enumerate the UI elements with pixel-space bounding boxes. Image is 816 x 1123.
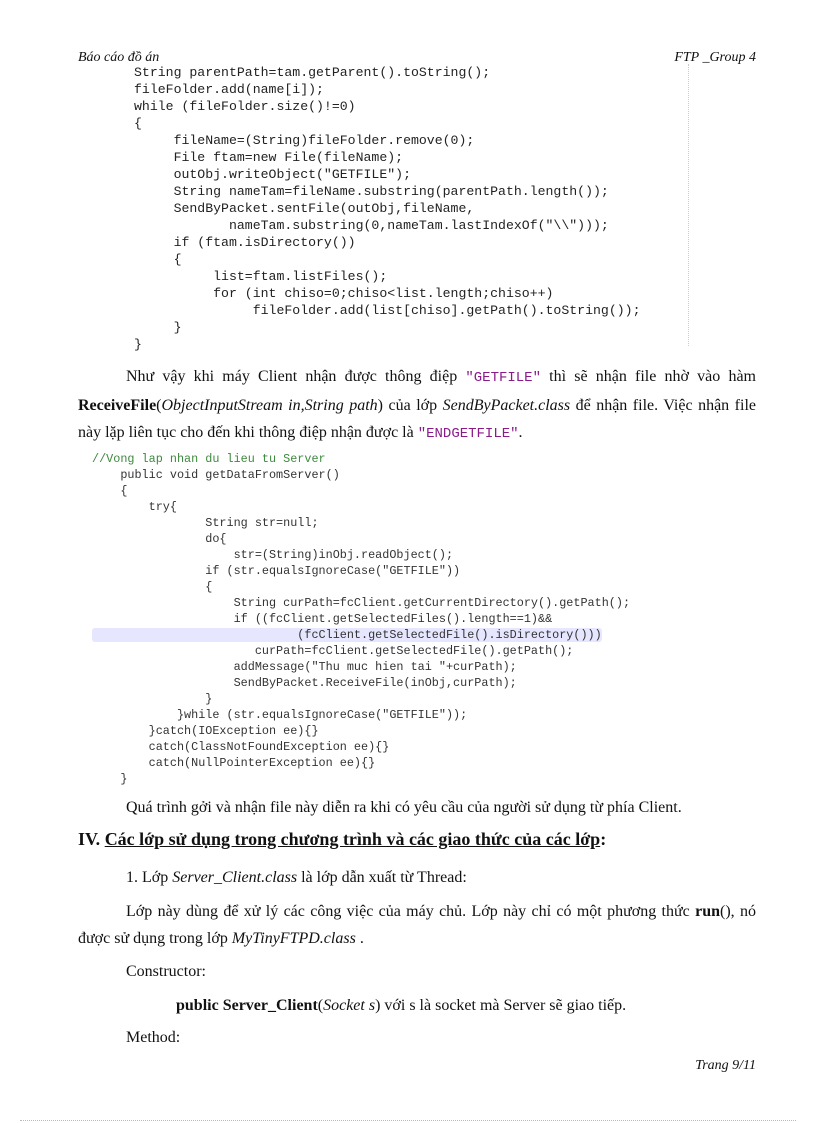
code-line: while (fileFolder.size()!=0) — [134, 99, 356, 114]
page-number: Trang 9/11 — [695, 1058, 756, 1073]
code-line: public void getDataFromServer() — [92, 468, 340, 482]
paragraph-constructor-label: Constructor: — [126, 963, 206, 980]
paragraph-method-label: Method: — [126, 1029, 181, 1046]
code-line: } — [92, 772, 128, 786]
page-bottom-rule — [20, 1120, 796, 1121]
code-line: catch(ClassNotFoundException ee){} — [92, 740, 390, 754]
paragraph-class-description: Lớp này dùng để xử lý các công việc của máy chủ. Lớp này chỉ có một phương thức run(), nó được sử dụng trong lớp MyTinyFTPD.class . — [78, 903, 757, 947]
paragraph-transfer-note: Quá trình gởi và nhận file này diễn ra khi có yêu cầu của người sử dụng từ phía Client. — [126, 799, 682, 816]
code-line: curPath=fcClient.getSelectedFile().getPath(); — [92, 644, 574, 658]
section-number: IV. — [78, 829, 101, 849]
code-line: outObj.writeObject("GETFILE"); — [134, 167, 411, 182]
code-line: { — [92, 580, 213, 594]
code-line: SendByPacket.ReceiveFile(inObj,curPath); — [92, 676, 517, 690]
code-line: if (ftam.isDirectory()) — [134, 235, 356, 250]
code-line: for (int chiso=0;chiso<list.length;chiso++) — [134, 286, 554, 301]
code-line: nameTam.substring(0,nameTam.lastIndexOf("\\"))); — [134, 218, 609, 233]
code-comment: //Vong lap nhan du lieu tu Server — [92, 452, 326, 466]
section-heading: IV. Các lớp sử dụng trong chương trình và các giao thức của các lớp: — [78, 829, 607, 849]
page-header-left: Báo cáo đồ án — [78, 50, 160, 65]
code-block-2 — [92, 451, 630, 787]
code-line: fileFolder.add(name[i]); — [134, 82, 324, 97]
code-line: } — [134, 320, 182, 335]
code-line: SendByPacket.sentFile(outObj,fileName, — [134, 201, 475, 216]
code-line: catch(NullPointerException ee){} — [92, 756, 376, 770]
code-line: String nameTam=fileName.substring(parentPath.length()); — [134, 184, 609, 199]
code-line: } — [92, 692, 213, 706]
code-line: addMessage("Thu muc hien tai "+curPath); — [92, 660, 517, 674]
paragraph-constructor-signature: public Server_Client(Socket s) với s là socket mà Server sẽ giao tiếp. — [176, 997, 627, 1014]
section-title: Các lớp sử dụng trong chương trình và các giao thức của các lớp — [104, 829, 601, 849]
code-line: fileName=(String)fileFolder.remove(0); — [134, 133, 475, 148]
code-line: { — [134, 252, 182, 267]
code-divider — [688, 64, 689, 346]
code-line: } — [134, 337, 142, 352]
code-line: str=(String)inObj.readObject(); — [92, 548, 454, 562]
page-header-right: FTP _Group 4 — [674, 50, 756, 65]
code-line: fileFolder.add(list[chiso].getPath().toString()); — [134, 303, 641, 318]
paragraph-class-intro: 1. Lớp Server_Client.class là lớp dẫn xuất từ Thread: — [126, 869, 467, 886]
code-line: String parentPath=tam.getParent().toString(); — [134, 65, 491, 80]
code-line: list=ftam.listFiles(); — [134, 269, 388, 284]
code-line: try{ — [92, 500, 177, 514]
code-line: String str=null; — [92, 516, 319, 530]
code-line: { — [92, 484, 128, 498]
code-line: if (str.equalsIgnoreCase("GETFILE")) — [92, 564, 461, 578]
code-line-highlighted: (fcClient.getSelectedFile().isDirectory())) — [92, 628, 602, 642]
code-line: File ftam=new File(fileName); — [134, 150, 404, 165]
code-line: if ((fcClient.getSelectedFiles().length==1)&& — [92, 612, 553, 626]
code-block-1 — [134, 64, 640, 353]
code-line: { — [134, 116, 142, 131]
paragraph-receivefile: Như vậy khi máy Client nhận được thông điệp "GETFILE" thì sẽ nhận file nhờ vào hàm ReceiveFile(ObjectInputStream in,String path) của lớp SendByPacket.class để nhận file. Việc nhận file này lặp liên tục cho đến khi thông điệp nhận được là "ENDGETFILE". — [78, 368, 757, 442]
code-line: }catch(IOException ee){} — [92, 724, 319, 738]
code-line: do{ — [92, 532, 227, 546]
code-line: }while (str.equalsIgnoreCase("GETFILE")); — [92, 708, 468, 722]
code-line: String curPath=fcClient.getCurrentDirectory().getPath(); — [92, 596, 631, 610]
